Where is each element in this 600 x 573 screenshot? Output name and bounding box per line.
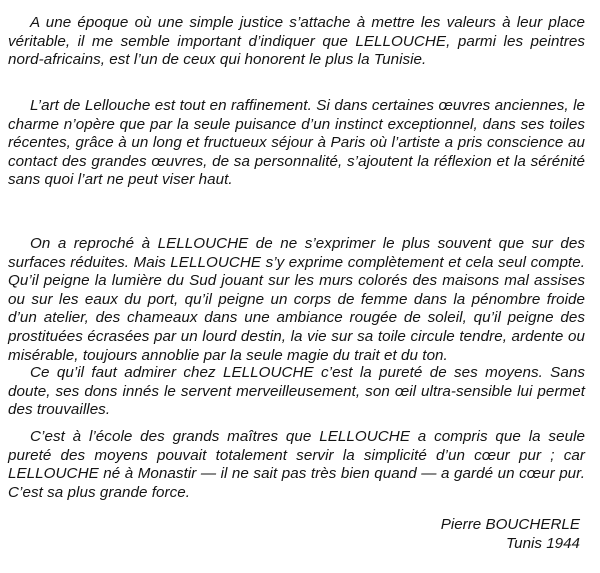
paragraph-masters: C’est à l’école des grands maîtres que LELLOUCHE a compris que la seule pureté des moyens pouvait totalement servir la simplicité d’un cœur pur ; car LELLOUCHE né à Monastir — il ne sait pas très bien quand — a gardé un cœur pur. C’est sa plus grande force. [8,428,585,501]
signature-author: Pierre BOUCHERLE [440,516,580,533]
signature-place-date: Tunis 1944 [505,534,580,552]
paragraph-refinement: L’art de Lellouche est tout en raffinement. Si dans certaines œuvres anciennes, le charme n’opère que par la seule puisance d’un instinct exceptionnel, dans ses toiles récentes, grâce à un long et fructueux séjour à Paris où l’artiste a pris conscience au contact des grandes œuvres, de sa personnalité, s’ajoutent la réflexion et la sérénité sans quoi l’art ne peut viser haut. [8,97,585,189]
paragraph-purity: Ce qu’il faut admirer chez LELLOUCHE c’est la pureté de ses moyens. Sans doute, ses dons innés le servent merveilleusement, son œil ultra-sensible lui permet des trouvailles. [8,364,585,419]
signature-block [441,516,580,553]
paragraph-intro: A une époque où une simple justice s’attache à mettre les valeurs à leur place véritable, il me semble important d’indiquer que LELLOUCHE, parmi les peintres nord-africains, est l’un de ceux qui honorent le plus la Tunisie. [8,14,585,69]
paragraph-subjects: On a reproché à LELLOUCHE de ne s’exprimer le plus souvent que sur des surfaces réduites. Mais LELLOUCHE s’y exprime complètement et cela seul compte. Qu’il peigne la lumière du Sud jouant sur les murs colorés des maisons mal assises ou sur les eaux du port, qu’il peigne un corps de femme dans la pénombre froide d’un atelier, des chameaux dans une ambiance rougée de soleil, qu’il peigne des prostituées écrasées par un lourd destin, la vie sur sa toile circule tendre, ardente ou misérable, toujours annoblie par la seule magie du trait et du ton. [8,235,585,364]
